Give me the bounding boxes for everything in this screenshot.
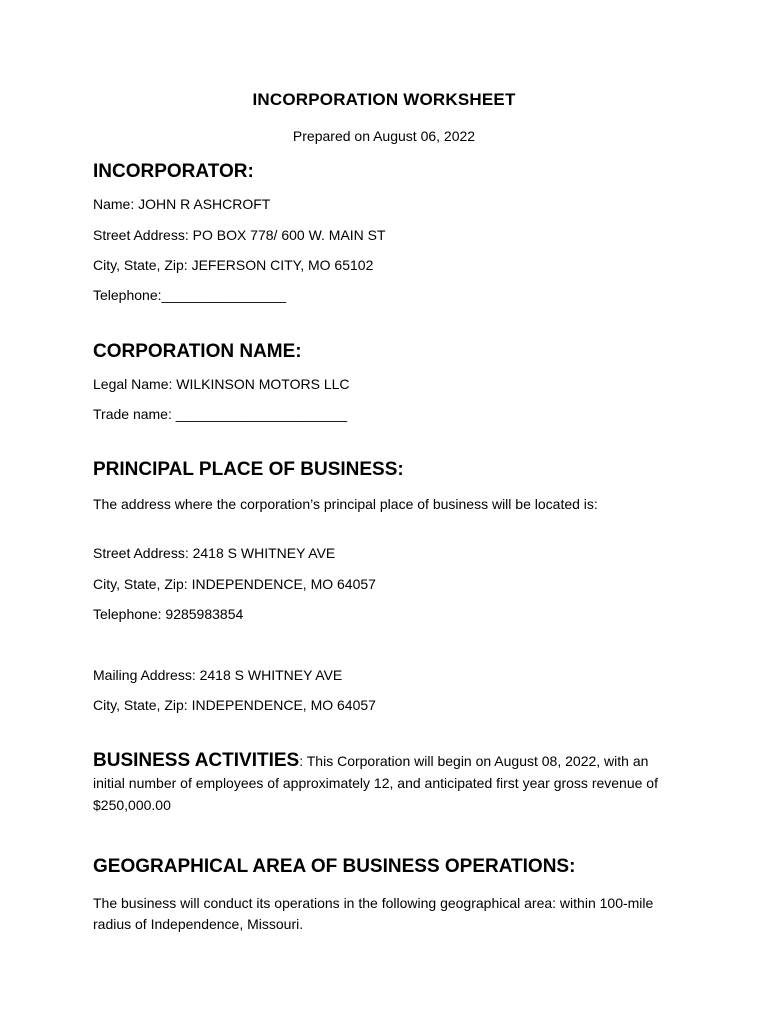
principal-heading: PRINCIPAL PLACE OF BUSINESS:	[93, 459, 404, 480]
incorporator-street	[93, 227, 386, 243]
street-value: PO BOX 778/ 600 W. MAIN ST	[192, 227, 386, 243]
activities-employees: 12	[373, 775, 390, 791]
geography-text: The business will conduct its operations in the following geographical area: within 100-mile radius of Independence, Missouri.	[93, 895, 654, 932]
prepared-label: Prepared on August	[292, 128, 417, 144]
activities-begin-date: 08, 2022	[541, 753, 597, 769]
activities-text-c: , and anticipated first year gross revenue of	[389, 775, 658, 791]
document-title: INCORPORATION WORKSHEET	[252, 90, 516, 109]
activities-revenue: $250,000.00	[93, 797, 171, 813]
principal-intro: The address where the corporation’s principal place of business will be located is:	[93, 496, 598, 512]
prepared-date	[0, 128, 768, 144]
mailing-city-value: INDEPENDENCE, MO 64057	[191, 697, 376, 713]
mailing-address	[93, 667, 342, 683]
name-value: JOHN R ASHCROFT	[138, 196, 271, 212]
mailing-city-label: City, State, Zip:	[93, 697, 188, 713]
trade-name-blank: ______________________	[175, 406, 348, 422]
trade-name	[93, 406, 347, 422]
activities-text-b: , with an initial number of employees of approximately	[93, 753, 649, 791]
prepared-date-value: 06, 2022	[420, 128, 476, 144]
geography-heading: GEOGRAPHICAL AREA OF BUSINESS OPERATIONS:	[93, 856, 576, 877]
mailing-city	[93, 697, 376, 713]
principal-telephone-value: 9285983854	[165, 606, 244, 622]
trade-name-label: Trade name:	[93, 406, 172, 422]
telephone-label: Telephone:	[93, 287, 162, 303]
principal-telephone-label: Telephone:	[93, 606, 162, 622]
principal-city-value: INDEPENDENCE, MO 64057	[191, 576, 376, 592]
principal-city	[93, 576, 376, 592]
incorporator-telephone	[93, 287, 286, 303]
principal-street-label: Street Address:	[93, 545, 189, 561]
name-label: Name:	[93, 196, 135, 212]
city-label: City, State, Zip:	[93, 257, 188, 273]
principal-city-label: City, State, Zip:	[93, 576, 188, 592]
principal-street	[93, 545, 335, 561]
business-activities	[93, 750, 683, 816]
incorporator-name	[93, 196, 270, 212]
street-label: Street Address:	[93, 227, 189, 243]
legal-name-value: WILKINSON MOTORS LLC	[176, 376, 350, 392]
activities-text-a: This Corporation will begin on August	[303, 753, 542, 769]
business-activities-heading: BUSINESS ACTIVITIES	[93, 750, 300, 771]
city-value: JEFERSON CITY, MO 65102	[191, 257, 374, 273]
legal-name-label: Legal Name:	[93, 376, 173, 392]
incorporator-heading: INCORPORATOR:	[93, 161, 254, 182]
corporation-heading: CORPORATION NAME:	[93, 341, 302, 362]
telephone-blank: ________________	[161, 287, 287, 303]
incorporator-city	[93, 257, 373, 273]
mailing-address-value: 2418 S WHITNEY AVE	[199, 667, 343, 683]
principal-street-value: 2418 S WHITNEY AVE	[192, 545, 336, 561]
business-activities-colon: :	[299, 753, 304, 769]
legal-name	[93, 376, 350, 392]
principal-telephone	[93, 606, 243, 622]
mailing-address-label: Mailing Address:	[93, 667, 196, 683]
